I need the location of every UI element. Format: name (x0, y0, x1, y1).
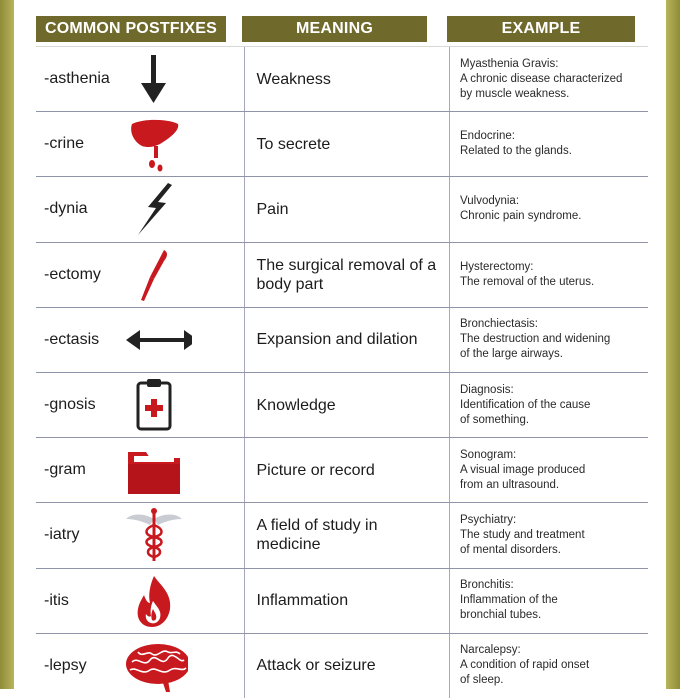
postfix-cell (36, 308, 245, 372)
postfix-text: -ectasis (44, 330, 100, 348)
example-line: from an ultrasound. (460, 478, 560, 491)
meaning-cell (245, 177, 451, 241)
postfix-cell (36, 569, 245, 633)
postfix-text: -ectomy (44, 265, 101, 283)
table-row (36, 47, 648, 112)
example-text (460, 643, 648, 688)
example-term: Myasthenia Gravis: (460, 57, 559, 70)
example-term: Bronchiectasis: (460, 318, 538, 331)
postfix-text: -gnosis (44, 396, 96, 414)
postfix-cell (36, 243, 245, 307)
meaning-text: Expansion and dilation (256, 331, 418, 349)
lightning-icon (124, 181, 184, 237)
example-line: by muscle weakness. (460, 87, 570, 100)
postfix-table (36, 12, 648, 698)
flame-icon (124, 573, 184, 629)
example-cell (450, 503, 648, 567)
example-cell (450, 47, 648, 111)
example-cell (450, 569, 648, 633)
clipboard-icon (124, 377, 184, 433)
example-term: Sonogram: (460, 448, 517, 461)
postfix-text: -iatry (44, 526, 80, 544)
table-row (36, 243, 648, 308)
brain-icon (116, 638, 188, 694)
meaning-cell (245, 569, 451, 633)
table-row (36, 308, 648, 373)
example-term: Diagnosis: (460, 383, 514, 396)
postfix-text: -crine (44, 135, 85, 153)
meaning-cell (245, 373, 451, 437)
example-line: A chronic disease characterized (460, 72, 623, 85)
right-border-decoration (666, 0, 680, 689)
meaning-text: Picture or record (256, 461, 375, 479)
meaning-cell (245, 503, 451, 567)
example-line: bronchial tubes. (460, 609, 542, 622)
postfix-text: -itis (44, 591, 69, 609)
meaning-text: Pain (256, 200, 289, 218)
example-line: Inflammation of the (460, 594, 558, 607)
header-postfixes: COMMON POSTFIXES (36, 16, 226, 42)
example-line: Identification of the cause (460, 398, 591, 411)
example-text (460, 448, 648, 493)
table-row (36, 177, 648, 242)
meaning-cell (245, 47, 451, 111)
example-cell (450, 112, 648, 176)
example-line: of sleep. (460, 674, 504, 687)
example-line: Related to the glands. (460, 145, 572, 158)
example-term: Endocrine: (460, 130, 515, 143)
meaning-text: The surgical removal of a body part (256, 256, 437, 293)
postfix-cell (36, 373, 245, 437)
example-line: A condition of rapid onset (460, 659, 590, 672)
example-term: Bronchitis: (460, 579, 514, 592)
folder-icon (124, 442, 184, 498)
example-text (460, 57, 648, 102)
meaning-text: A field of study in medicine (256, 517, 378, 554)
example-text (460, 317, 648, 362)
example-line: A visual image produced (460, 463, 586, 476)
example-cell (450, 438, 648, 502)
scalpel-icon (124, 247, 184, 303)
example-line: The removal of the uterus. (460, 275, 595, 288)
example-term: Psychiatry: (460, 513, 517, 526)
example-line: The study and treatment (460, 528, 585, 541)
header-meaning: MEANING (242, 16, 427, 42)
meaning-text: To secrete (256, 135, 331, 153)
table-header (36, 12, 648, 46)
postfix-text: -asthenia (44, 70, 110, 88)
example-term: Vulvodynia: (460, 195, 520, 208)
meaning-cell (245, 438, 451, 502)
example-cell (450, 373, 648, 437)
example-cell (450, 308, 648, 372)
header-example: EXAMPLE (447, 16, 635, 42)
example-text (460, 260, 648, 290)
table-row (36, 373, 648, 438)
left-border-decoration (0, 0, 14, 689)
meaning-text: Knowledge (256, 396, 336, 414)
postfix-cell (36, 112, 245, 176)
table-row (36, 503, 648, 568)
meaning-text: Inflammation (256, 592, 349, 610)
example-text (460, 129, 648, 159)
down-arrow-icon (124, 51, 184, 107)
postfix-cell (36, 47, 245, 111)
example-line: Chronic pain syndrome. (460, 210, 582, 223)
liver-icon (124, 116, 184, 172)
meaning-text: Weakness (256, 70, 331, 88)
meaning-cell (245, 243, 451, 307)
table-row (36, 112, 648, 177)
example-line: The destruction and widening (460, 333, 611, 346)
example-line: of something. (460, 413, 530, 426)
postfix-cell (36, 438, 245, 502)
postfix-cell (36, 634, 245, 698)
postfix-text: -dynia (44, 200, 88, 218)
example-cell (450, 634, 648, 698)
meaning-cell (245, 634, 451, 698)
example-cell (450, 243, 648, 307)
example-term: Hysterectomy: (460, 260, 534, 273)
postfix-text: -lepsy (44, 656, 87, 674)
meaning-cell (245, 308, 451, 372)
example-text (460, 513, 648, 558)
example-cell (450, 177, 648, 241)
example-text (460, 578, 648, 623)
example-text (460, 194, 648, 224)
postfix-cell (36, 503, 245, 567)
table-row (36, 634, 648, 698)
example-line: of mental disorders. (460, 543, 561, 556)
table-row (36, 438, 648, 503)
meaning-cell (245, 112, 451, 176)
table-body (36, 46, 648, 698)
table-row (36, 569, 648, 634)
caduceus-icon (124, 507, 184, 563)
postfix-text: -gram (44, 461, 86, 479)
meaning-text: Attack or seizure (256, 657, 376, 675)
example-text (460, 383, 648, 428)
example-line: of the large airways. (460, 348, 563, 361)
double-arrow-icon (116, 312, 192, 368)
example-term: Narcalepsy: (460, 644, 521, 657)
postfix-cell (36, 177, 245, 241)
